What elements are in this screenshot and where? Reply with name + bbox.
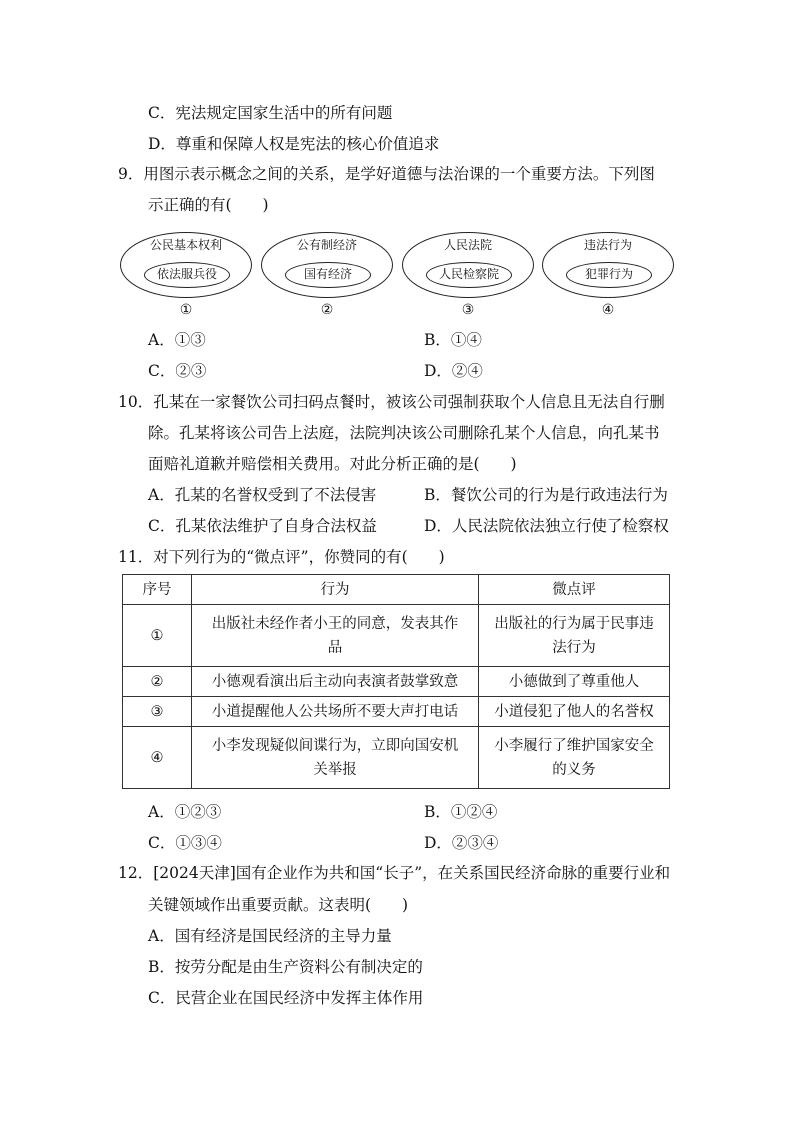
outer-label: 公民基本权利 xyxy=(149,238,222,252)
table-row xyxy=(123,697,670,727)
q11-option-a: A．①②③ xyxy=(148,803,222,821)
q10-option-c: C．孔某依法维护了自身合法权益 xyxy=(148,517,377,535)
q12-stem-line1: 12．[2024天津]国有企业作为共和国“长子”，在关系国民经济命脉的重要行业和 xyxy=(118,864,671,882)
q11-option-d: D．②③④ xyxy=(424,834,499,852)
q10-option-a: A．孔某的名誉权受到了不法侵害 xyxy=(148,486,377,504)
row-number: ② xyxy=(123,667,192,697)
outer-label: 人民法院 xyxy=(443,238,492,252)
q9-diagram-2 xyxy=(261,232,395,302)
q12-option-b: B．按劳分配是由生产资料公有制决定的 xyxy=(148,958,423,976)
behavior-line1: 出版社未经作者小王的同意，发表其作 xyxy=(211,615,459,632)
row-comment xyxy=(479,605,670,667)
row-number: ① xyxy=(123,605,192,667)
q9-stem-line1: 9．用图示表示概念之间的关系，是学好道德与法治课的一个重要方法。下列图 xyxy=(118,165,655,183)
row-comment: 小道侵犯了他人的名誉权 xyxy=(479,697,670,727)
outer-label: 违法行为 xyxy=(583,238,632,252)
q9-diagram-3 xyxy=(402,232,536,302)
header-number: 序号 xyxy=(123,575,192,605)
outer-label: 公有制经济 xyxy=(296,238,357,252)
comment-line1: 小李履行了维护国家安全 xyxy=(494,737,654,754)
q9-option-d: D．②④ xyxy=(424,362,483,380)
q11-option-c: C．①③④ xyxy=(148,834,222,852)
q10-option-d: D．人民法院依法独立行使了检察权 xyxy=(424,517,669,535)
header-behavior: 行为 xyxy=(192,575,479,605)
q9-diagram-1-number: ① xyxy=(179,302,193,318)
row-comment xyxy=(479,727,670,789)
inner-ellipse-label: 国有经济 xyxy=(285,262,371,288)
q9-option-b: B．①④ xyxy=(424,331,482,349)
inner-ellipse-label: 依法服兵役 xyxy=(144,262,230,288)
q9-option-a: A．①③ xyxy=(148,331,206,349)
comment-line2: 法行为 xyxy=(552,639,596,656)
q8-option-d: D．尊重和保障人权是宪法的核心价值追求 xyxy=(148,135,440,153)
q10-stem-line3: 面赔礼道歉并赔偿相关费用。对此分析正确的是( ) xyxy=(148,455,517,473)
inner-ellipse-label: 人民检察院 xyxy=(426,262,512,288)
q9-diagram-3-number: ③ xyxy=(461,302,475,318)
row-behavior xyxy=(192,605,479,667)
header-comment: 微点评 xyxy=(479,575,670,605)
q8-option-c: C．宪法规定国家生活中的所有问题 xyxy=(148,104,393,122)
behavior-line1: 小李发现疑似间谍行为，立即向国安机 xyxy=(211,737,459,754)
q11-option-b: B．①②④ xyxy=(424,803,498,821)
row-number: ③ xyxy=(123,697,192,727)
q12-option-c: C．民营企业在国民经济中发挥主体作用 xyxy=(148,989,424,1007)
row-behavior: 小道提醒他人公共场所不要大声打电话 xyxy=(192,697,479,727)
q9-diagram-2-number: ② xyxy=(320,302,334,318)
q9-diagram-1 xyxy=(120,232,254,302)
behavior-line2: 品 xyxy=(327,639,343,656)
behavior-line2: 关举报 xyxy=(313,761,357,778)
q10-stem-line2: 除。孔某将该公司告上法庭，法院判决该公司删除孔某个人信息，向孔某书 xyxy=(148,424,660,442)
q9-option-c: C．②③ xyxy=(148,362,207,380)
table-row xyxy=(123,667,670,697)
table-row xyxy=(123,727,670,789)
inner-ellipse-label: 犯罪行为 xyxy=(566,262,652,288)
comment-line1: 出版社的行为属于民事违 xyxy=(494,615,654,632)
q9-diagram-4 xyxy=(542,232,676,302)
row-behavior: 小德观看演出后主动向表演者鼓掌致意 xyxy=(192,667,479,697)
row-comment: 小德做到了尊重他人 xyxy=(479,667,670,697)
q10-stem-line1: 10．孔某在一家餐饮公司扫码点餐时，被该公司强制获取个人信息且无法自行删 xyxy=(118,393,665,411)
q11-stem: 11．对下列行为的“微点评”，你赞同的有( ) xyxy=(118,548,445,566)
q10-option-b: B．餐饮公司的行为是行政违法行为 xyxy=(424,486,668,504)
row-number: ④ xyxy=(123,727,192,789)
q12-option-a: A．国有经济是国民经济的主导力量 xyxy=(148,927,392,945)
q9-stem-line2: 示正确的有( ) xyxy=(148,196,269,214)
comment-line2: 的义务 xyxy=(552,761,596,778)
q11-table xyxy=(122,574,670,789)
row-behavior xyxy=(192,727,479,789)
table-row xyxy=(123,605,670,667)
q12-stem-line2: 关键领域作出重要贡献。这表明( ) xyxy=(148,896,409,914)
table-header-row xyxy=(123,575,670,605)
q9-diagram-4-number: ④ xyxy=(601,302,615,318)
